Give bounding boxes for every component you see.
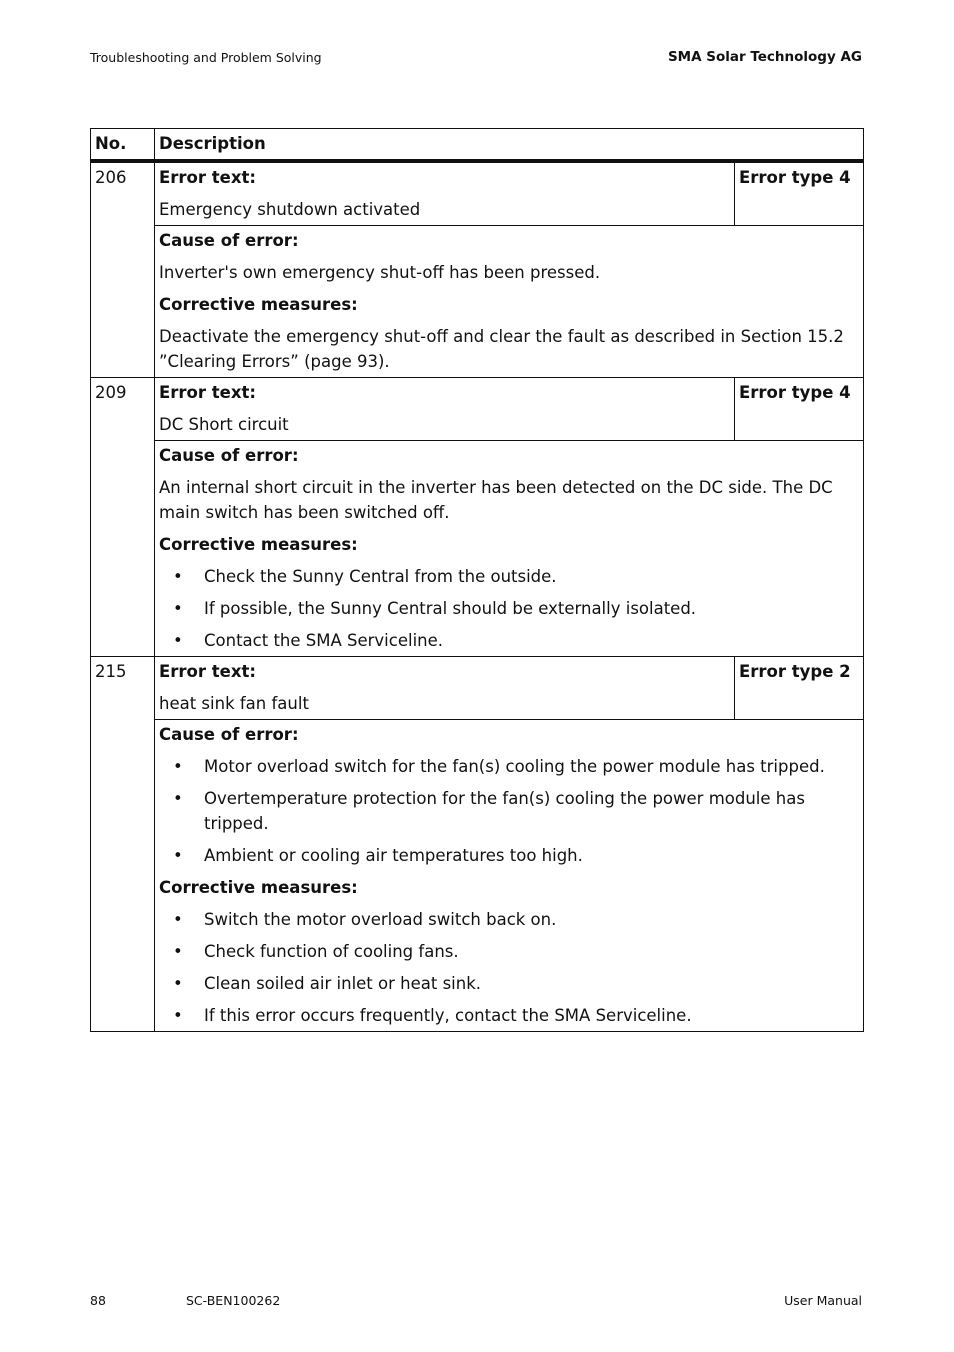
bullet: • xyxy=(173,910,183,929)
error-text-value: heat sink fan fault xyxy=(159,694,309,713)
list-item xyxy=(159,843,859,868)
table-row xyxy=(91,161,864,226)
list-item xyxy=(159,564,859,589)
column-header-description: Description xyxy=(155,129,864,162)
running-header-section: Troubleshooting and Problem Solving xyxy=(90,50,322,65)
bullet: • xyxy=(173,1006,183,1025)
list-item xyxy=(159,628,859,653)
list-item-text: Check function of cooling fans. xyxy=(204,942,459,961)
measures-text: Deactivate the emergency shut-off and clear the fault as described in Section 15.2 ”Clearing Errors” (page 93). xyxy=(159,327,844,371)
error-text-cell xyxy=(155,657,735,720)
cause-text: Inverter's own emergency shut-off has been pressed. xyxy=(159,263,601,282)
list-item-text: Switch the motor overload switch back on. xyxy=(204,910,557,929)
table-row xyxy=(91,378,864,441)
error-type: Error type 4 xyxy=(735,378,864,441)
error-number: 206 xyxy=(91,161,155,378)
list-item xyxy=(159,907,859,932)
error-text-label: Error text: xyxy=(159,662,256,681)
bullet: • xyxy=(173,846,183,865)
cause-list xyxy=(159,754,859,868)
table-row xyxy=(91,720,864,1032)
bullet: • xyxy=(173,567,183,586)
list-item-text: Motor overload switch for the fan(s) cooling the power module has tripped. xyxy=(204,757,825,776)
error-text-label: Error text: xyxy=(159,168,256,187)
table-header-row xyxy=(91,129,864,162)
list-item xyxy=(159,971,859,996)
list-item xyxy=(159,786,859,836)
list-item xyxy=(159,939,859,964)
measures-label: Corrective measures: xyxy=(159,295,358,314)
error-text-value: Emergency shutdown activated xyxy=(159,200,421,219)
list-item xyxy=(159,1003,859,1028)
list-item-text: If possible, the Sunny Central should be externally isolated. xyxy=(204,599,697,618)
error-number: 209 xyxy=(91,378,155,657)
list-item-text: Overtemperature protection for the fan(s) cooling the power module has tripped. xyxy=(204,789,805,833)
error-text-cell xyxy=(155,161,735,226)
bullet: • xyxy=(173,599,183,618)
error-details-cell xyxy=(155,720,864,1032)
measures-list xyxy=(159,907,859,1028)
error-text-cell xyxy=(155,378,735,441)
cause-label: Cause of error: xyxy=(159,725,299,744)
error-type: Error type 4 xyxy=(735,161,864,226)
measures-label: Corrective measures: xyxy=(159,878,358,897)
cause-label: Cause of error: xyxy=(159,231,299,250)
table-row xyxy=(91,441,864,657)
table-row xyxy=(91,657,864,720)
error-table xyxy=(90,128,864,1032)
error-text-value: DC Short circuit xyxy=(159,415,289,434)
list-item-text: Clean soiled air inlet or heat sink. xyxy=(204,974,482,993)
error-number: 215 xyxy=(91,657,155,1032)
running-header-company: SMA Solar Technology AG xyxy=(667,49,862,65)
bullet: • xyxy=(173,631,183,650)
column-header-no: No. xyxy=(91,129,155,162)
document-code: SC-BEN100262 xyxy=(186,1293,281,1308)
list-item-text: If this error occurs frequently, contact the SMA Serviceline. xyxy=(204,1006,692,1025)
bullet: • xyxy=(173,757,183,776)
table-row xyxy=(91,226,864,378)
measures-label: Corrective measures: xyxy=(159,535,358,554)
bullet: • xyxy=(173,789,183,808)
error-details-cell xyxy=(155,226,864,378)
list-item xyxy=(159,596,859,621)
cause-label: Cause of error: xyxy=(159,446,299,465)
cause-text: An internal short circuit in the inverter has been detected on the DC side. The DC main switch has been switched off. xyxy=(159,478,833,522)
error-details-cell xyxy=(155,441,864,657)
list-item-text: Contact the SMA Serviceline. xyxy=(204,631,444,650)
list-item-text: Ambient or cooling air temperatures too high. xyxy=(204,846,583,865)
document-type: User Manual xyxy=(784,1293,862,1308)
list-item xyxy=(159,754,859,779)
error-type: Error type 2 xyxy=(735,657,864,720)
bullet: • xyxy=(173,974,183,993)
error-text-label: Error text: xyxy=(159,383,256,402)
measures-list xyxy=(159,564,859,653)
list-item-text: Check the Sunny Central from the outside. xyxy=(204,567,557,586)
bullet: • xyxy=(173,942,183,961)
page-number: 88 xyxy=(90,1293,106,1308)
